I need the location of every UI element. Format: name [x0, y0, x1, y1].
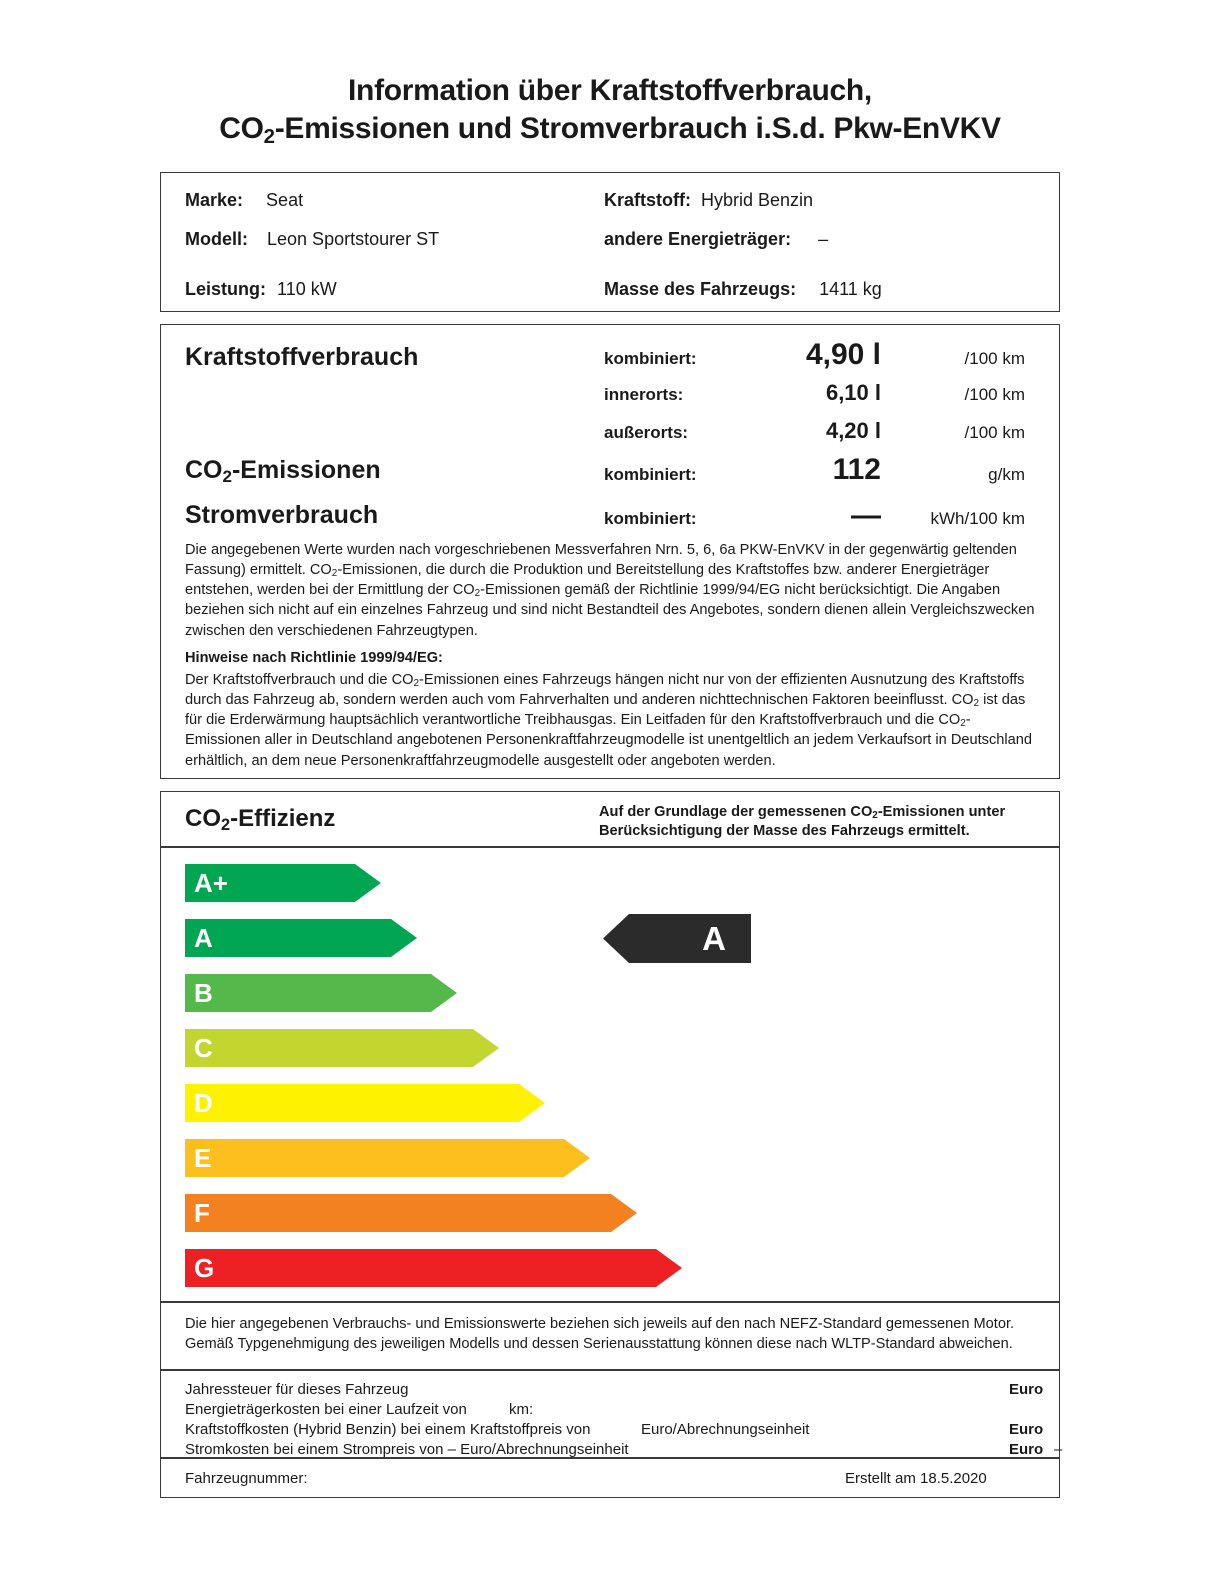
row-value-ausserorts: 4,20 l: [825, 418, 881, 443]
row-unit-innerorts: /100 km: [964, 385, 1025, 404]
cost-row-stromkosten-value: Euro: [1009, 1441, 1044, 1458]
andere-energietraeger-value: –: [818, 229, 829, 249]
row-label-innerorts: innerorts:: [604, 385, 684, 404]
category-co2-emissionen: $CO_2$-Emissionen: [185, 456, 381, 486]
kraftstoff-value: Hybrid Benzin: [701, 190, 814, 210]
leistung-value: 110 kW: [277, 279, 337, 299]
co2-rating-marker: [603, 914, 751, 963]
bar-label-a-plus: A+: [194, 868, 228, 898]
field-masse: [604, 279, 882, 300]
masse-label: Masse des Fahrzeugs:: [604, 279, 797, 299]
modell-label: Modell:: [185, 229, 248, 249]
field-modell: [185, 229, 439, 250]
consumption-box: [160, 324, 1060, 779]
kraftstoff-label: Kraftstoff:: [604, 190, 691, 210]
cost-row-kraftstoffkosten-label: Kraftstoffkosten (Hybrid Benzin) bei einem Kraftstoffpreis von: [185, 1421, 591, 1438]
efficiency-note: Auf der Grundlage der gemessenen $CO_2$-Emissionen unter Berücksichtigung der Masse des Fahrzeugs ermittelt.: [599, 804, 1006, 840]
leistung-label: Leistung:: [185, 279, 266, 299]
row-value-kombiniert-fuel: 4,90 l: [805, 338, 881, 371]
row-unit-kombiniert-strom: kWh/100 km: [930, 509, 1025, 528]
efficiency-header-box: [160, 791, 1060, 847]
efficiency-bar-a-plus: [185, 864, 381, 902]
bar-label-b: B: [194, 978, 213, 1008]
cost-row-kraftstoffkosten-unit: Euro/Abrechnungseinheit: [641, 1421, 810, 1438]
row-label-kombiniert-fuel: kombiniert:: [604, 349, 697, 368]
bar-shape-g: [185, 1249, 682, 1287]
efficiency-heading: $CO_2$-Effizienz: [185, 805, 336, 834]
created-date: Erstellt am 18.5.2020: [845, 1470, 987, 1487]
efficiency-bar-d: [185, 1084, 545, 1122]
field-marke: [185, 190, 303, 211]
bar-label-g: G: [194, 1253, 215, 1283]
bar-label-f: F: [194, 1198, 210, 1228]
bar-label-e: E: [194, 1143, 212, 1173]
page-title-line2: $CO_2$-Emissionen und Stromverbrauch i.S.d. Pkw-EnVKV: [219, 112, 1001, 148]
cost-row-jahressteuer-value: Euro: [1009, 1381, 1044, 1398]
costs-box: [160, 1370, 1063, 1458]
andere-energietraeger-label: andere Energieträger:: [604, 229, 792, 249]
bar-shape-a: [185, 919, 417, 957]
efficiency-bar-c: [185, 1029, 499, 1067]
efficiency-chart-box: [160, 847, 1060, 1302]
bar-shape-f: [185, 1194, 637, 1232]
row-label-kombiniert-strom: kombiniert:: [604, 509, 697, 528]
page-title-line1: Information über Kraftstoffverbrauch,: [348, 74, 872, 107]
nefz-wltp-footnote-box: [160, 1302, 1060, 1370]
bar-shape-d: [185, 1084, 545, 1122]
cost-row-stromkosten-label: Stromkosten bei einem Strompreis von – Euro/Abrechnungseinheit: [185, 1441, 629, 1458]
rating-marker-arrow-icon: [603, 914, 751, 963]
row-label-ausserorts: außerorts:: [604, 423, 689, 442]
category-kraftstoffverbrauch: Kraftstoffverbrauch: [185, 343, 419, 371]
row-value-kombiniert-co2: 112: [832, 453, 881, 486]
page-title: [160, 72, 1060, 149]
efficiency-bar-f: [185, 1194, 637, 1232]
bar-label-c: C: [194, 1033, 213, 1063]
marke-label: Marke:: [185, 190, 244, 210]
vehicle-number-box: [160, 1458, 1060, 1498]
modell-value: Leon Sportstourer ST: [267, 229, 440, 249]
cost-row-energietraegerkosten-unit: km:: [509, 1401, 534, 1418]
masse-value: 1411 kg: [819, 279, 882, 299]
efficiency-bar-g: [185, 1249, 682, 1287]
efficiency-bar-b: [185, 974, 457, 1012]
field-leistung: [185, 279, 337, 300]
legal-paragraph-2: Der Kraftstoffverbrauch und die $CO_2$-Emissionen eines Fahrzeugs hängen nicht nur von der effizienten Ausnutzung des Kraftstoffs durch das Fahrzeug ab, sondern werden auch vom Fahrverhalten und anderen nichttechnischen Faktoren beeinflusst. $CO_2$ ist das für die Erderwärmung hauptsächlich verantwortliche Treibhausgas. Ein Leitfaden für den Kraftstoffverbrauch und die $CO_2$-Emissionen aller in Deutschland angebotenen Personenkraftfahrzeugmodelle ist unentgeltlich an jedem Verkaufsort in Deutschland erhältlich, an dem neue Personenkraftfahrzeugmodelle ausgestellt oder angeboten werden.: [185, 672, 1032, 769]
row-unit-ausserorts: /100 km: [964, 423, 1025, 442]
cost-row-energietraegerkosten-label: Energieträgerkosten bei einer Laufzeit von: [185, 1401, 467, 1418]
row-value-kombiniert-strom: —: [851, 499, 881, 532]
category-stromverbrauch: Stromverbrauch: [185, 501, 379, 529]
row-unit-kombiniert-fuel: /100 km: [964, 349, 1025, 368]
field-kraftstoff: [604, 190, 813, 211]
row-label-kombiniert-co2: kombiniert:: [604, 465, 697, 484]
cost-row-jahressteuer-label: Jahressteuer für dieses Fahrzeug: [185, 1381, 409, 1398]
bar-shape-c: [185, 1029, 499, 1067]
marke-value: Seat: [266, 190, 304, 210]
row-value-innerorts: 6,10 l: [825, 380, 881, 405]
bar-label-d: D: [194, 1088, 213, 1118]
legal-paragraph-1: Die angegebenen Werte wurden nach vorgeschriebenen Messverfahren Nrn. 5, 6, 6a PKW-EnVKV in der gegenwärtig geltenden Fassung) ermittelt. $CO_2$-Emissionen, die durch die Produktion und Bereitstellung des Kraftstoffes bzw. anderer Energieträger entstehen, werden bei der Ermittlung der $CO_2$-Emissionen gemäß der Richtlinie 1999/94/EG nicht berücksichtigt. Die Angaben beziehen sich nicht auf ein einzelnes Fahrzeug und sind nicht Bestandteil des Angebotes, sondern dienen allein Vergleichszwecken zwischen den verschiedenen Fahrzeugtypen.: [185, 542, 1035, 639]
bar-label-a: A: [194, 923, 213, 953]
bar-shape-b: [185, 974, 457, 1012]
fahrzeugnummer-label: Fahrzeugnummer:: [185, 1470, 308, 1487]
field-andere-energietraeger: [604, 229, 828, 250]
nefz-wltp-footnote-text: Die hier angegebenen Verbrauchs- und Emissionswerte beziehen sich jeweils auf den nach NEFZ-Standard gemessenen Motor. Gemäß Typgenehmigung des jeweiligen Modells und dessen Serienausstattung können diese nach WLTP-Standard abweichen.: [185, 1316, 1015, 1353]
cost-row-kraftstoffkosten-value: Euro: [1009, 1421, 1044, 1438]
rating-marker-label: A: [702, 920, 726, 957]
row-unit-kombiniert-co2: g/km: [988, 465, 1025, 484]
cost-row-stromkosten-dash: –: [1054, 1441, 1063, 1458]
efficiency-bar-e: [185, 1139, 590, 1177]
efficiency-bar-a: [185, 919, 417, 957]
vehicle-info-box: [160, 172, 1060, 312]
legal-hinweise-heading: Hinweise nach Richtlinie 1999/94/EG:: [185, 650, 443, 666]
bar-shape-e: [185, 1139, 590, 1177]
